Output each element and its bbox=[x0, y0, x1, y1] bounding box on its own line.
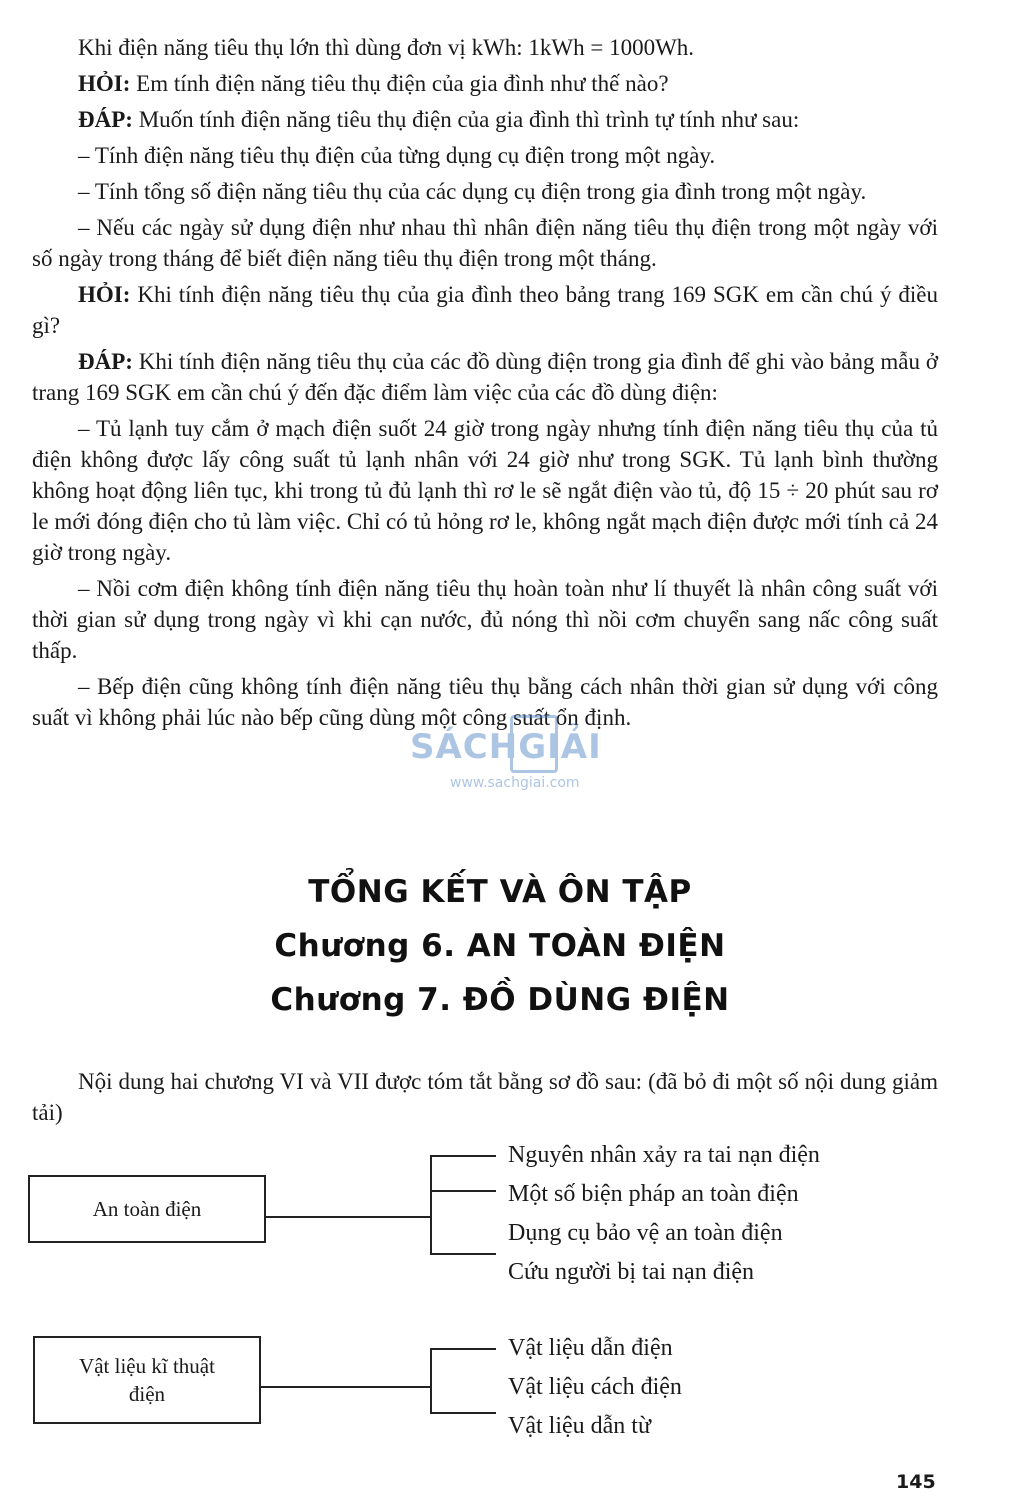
answer-1 bbox=[32, 104, 938, 135]
answer-1-item: – Tính tổng số điện năng tiêu thụ của các dụng cụ điện trong gia đình trong một ngày. bbox=[78, 179, 867, 204]
answer-2-item: – Tủ lạnh tuy cắm ở mạch điện suốt 24 giờ trong ngày nhưng tính điện năng tiêu thụ của tủ điện không được lấy công suất tủ lạnh nhân với 24 giờ như trong SGK. Tủ lạnh bình thường không hoạt động liên tục, khi trong tủ đủ lạnh thì rơ le sẽ ngắt điện vào tủ, độ 15 ÷ 20 phút sau rơ le mới đóng điện cho tủ làm việc. Chỉ có tủ hỏng rơ le, không ngắt mạch điện được mới tính cả 24 giờ trong ngày. bbox=[32, 416, 938, 565]
materials-item: Vật liệu dẫn điện bbox=[508, 1335, 673, 1361]
branch-line bbox=[430, 1155, 496, 1157]
answer-label: ĐÁP: bbox=[78, 107, 133, 132]
question-text: Em tính điện năng tiêu thụ điện của gia đình như thế nào? bbox=[130, 71, 669, 96]
safety-item: Cứu người bị tai nạn điện bbox=[508, 1259, 755, 1285]
safety-item: Nguyên nhân xảy ra tai nạn điện bbox=[508, 1142, 820, 1168]
answer-text: Muốn tính điện năng tiêu thụ điện của gia đình thì trình tự tính như sau: bbox=[132, 107, 800, 132]
question-text: Khi tính điện năng tiêu thụ của gia đình theo bảng trang 169 SGK em cần chú ý điều gì? bbox=[32, 282, 938, 338]
answer-1-item: – Nếu các ngày sử dụng điện như nhau thì nhân điện năng tiêu thụ điện trong một ngày với số ngày trong tháng để biết điện năng tiêu thụ điện trong một tháng. bbox=[32, 215, 938, 271]
answer-2 bbox=[32, 346, 938, 408]
branch-line bbox=[430, 1190, 496, 1192]
qa-section bbox=[32, 32, 938, 733]
page-number: 145 bbox=[896, 1471, 936, 1493]
materials-item: Vật liệu dẫn từ bbox=[508, 1413, 651, 1439]
branch-line bbox=[430, 1412, 496, 1414]
answer-label: ĐÁP: bbox=[78, 349, 133, 374]
materials-item: Vật liệu cách điện bbox=[508, 1374, 682, 1400]
bracket-line bbox=[430, 1155, 432, 1255]
safety-item: Dụng cụ bảo vệ an toàn điện bbox=[508, 1220, 783, 1246]
answer-2-item: – Nồi cơm điện không tính điện năng tiêu thụ hoàn toàn như lí thuyết là nhân công suất với thời gian sử dụng trong ngày vì khi cạn nước, đủ nóng thì nồi cơm chuyển sang nấc công suất thấp. bbox=[32, 576, 938, 663]
bracket-line bbox=[430, 1348, 432, 1414]
safety-box bbox=[28, 1175, 266, 1243]
question-1 bbox=[32, 68, 938, 99]
connector-line bbox=[264, 1216, 432, 1218]
watermark-brand: SÁCHGIẢI bbox=[410, 727, 602, 767]
question-2 bbox=[32, 279, 938, 341]
materials-box-label: Vật liệu kĩ thuật điện bbox=[79, 1354, 215, 1406]
chapter-6-title: Chương 6. AN TOÀN ĐIỆN bbox=[274, 928, 726, 964]
branch-line bbox=[430, 1253, 496, 1255]
watermark-url: www.sachgiai.com bbox=[450, 775, 580, 791]
question-label: HỎI: bbox=[78, 71, 131, 96]
materials-box bbox=[33, 1336, 261, 1424]
chapter-7-title: Chương 7. ĐỒ DÙNG ĐIỆN bbox=[270, 982, 730, 1018]
watermark-logo bbox=[410, 715, 620, 805]
safety-item: Một số biện pháp an toàn điện bbox=[508, 1181, 799, 1207]
answer-2-item: – Bếp điện cũng không tính điện năng tiêu thụ bằng cách nhân thời gian sử dụng với công suất vì không phải lúc nào bếp cũng dùng một công suất ổn định. bbox=[32, 674, 938, 730]
qa-intro: Khi điện năng tiêu thụ lớn thì dùng đơn vị kWh: 1kWh = 1000Wh. bbox=[78, 35, 695, 60]
question-label: HỎI: bbox=[78, 282, 131, 307]
diagram-intro: Nội dung hai chương VI và VII được tóm tắt bằng sơ đồ sau: (đã bỏ đi một số nội dung giảm tải) bbox=[32, 1069, 938, 1125]
safety-box-label: An toàn điện bbox=[92, 1197, 202, 1221]
answer-1-item: – Tính điện năng tiêu thụ điện của từng dụng cụ điện trong một ngày. bbox=[78, 143, 716, 168]
branch-line bbox=[430, 1348, 496, 1350]
connector-line bbox=[259, 1386, 432, 1388]
section-title: TỔNG KẾT VÀ ÔN TẬP bbox=[308, 874, 692, 910]
answer-text: Khi tính điện năng tiêu thụ của các đồ dùng điện trong gia đình để ghi vào bảng mẫu ở trang 169 SGK em cần chú ý đến đặc điểm làm việc của các đồ dùng điện: bbox=[32, 349, 938, 405]
